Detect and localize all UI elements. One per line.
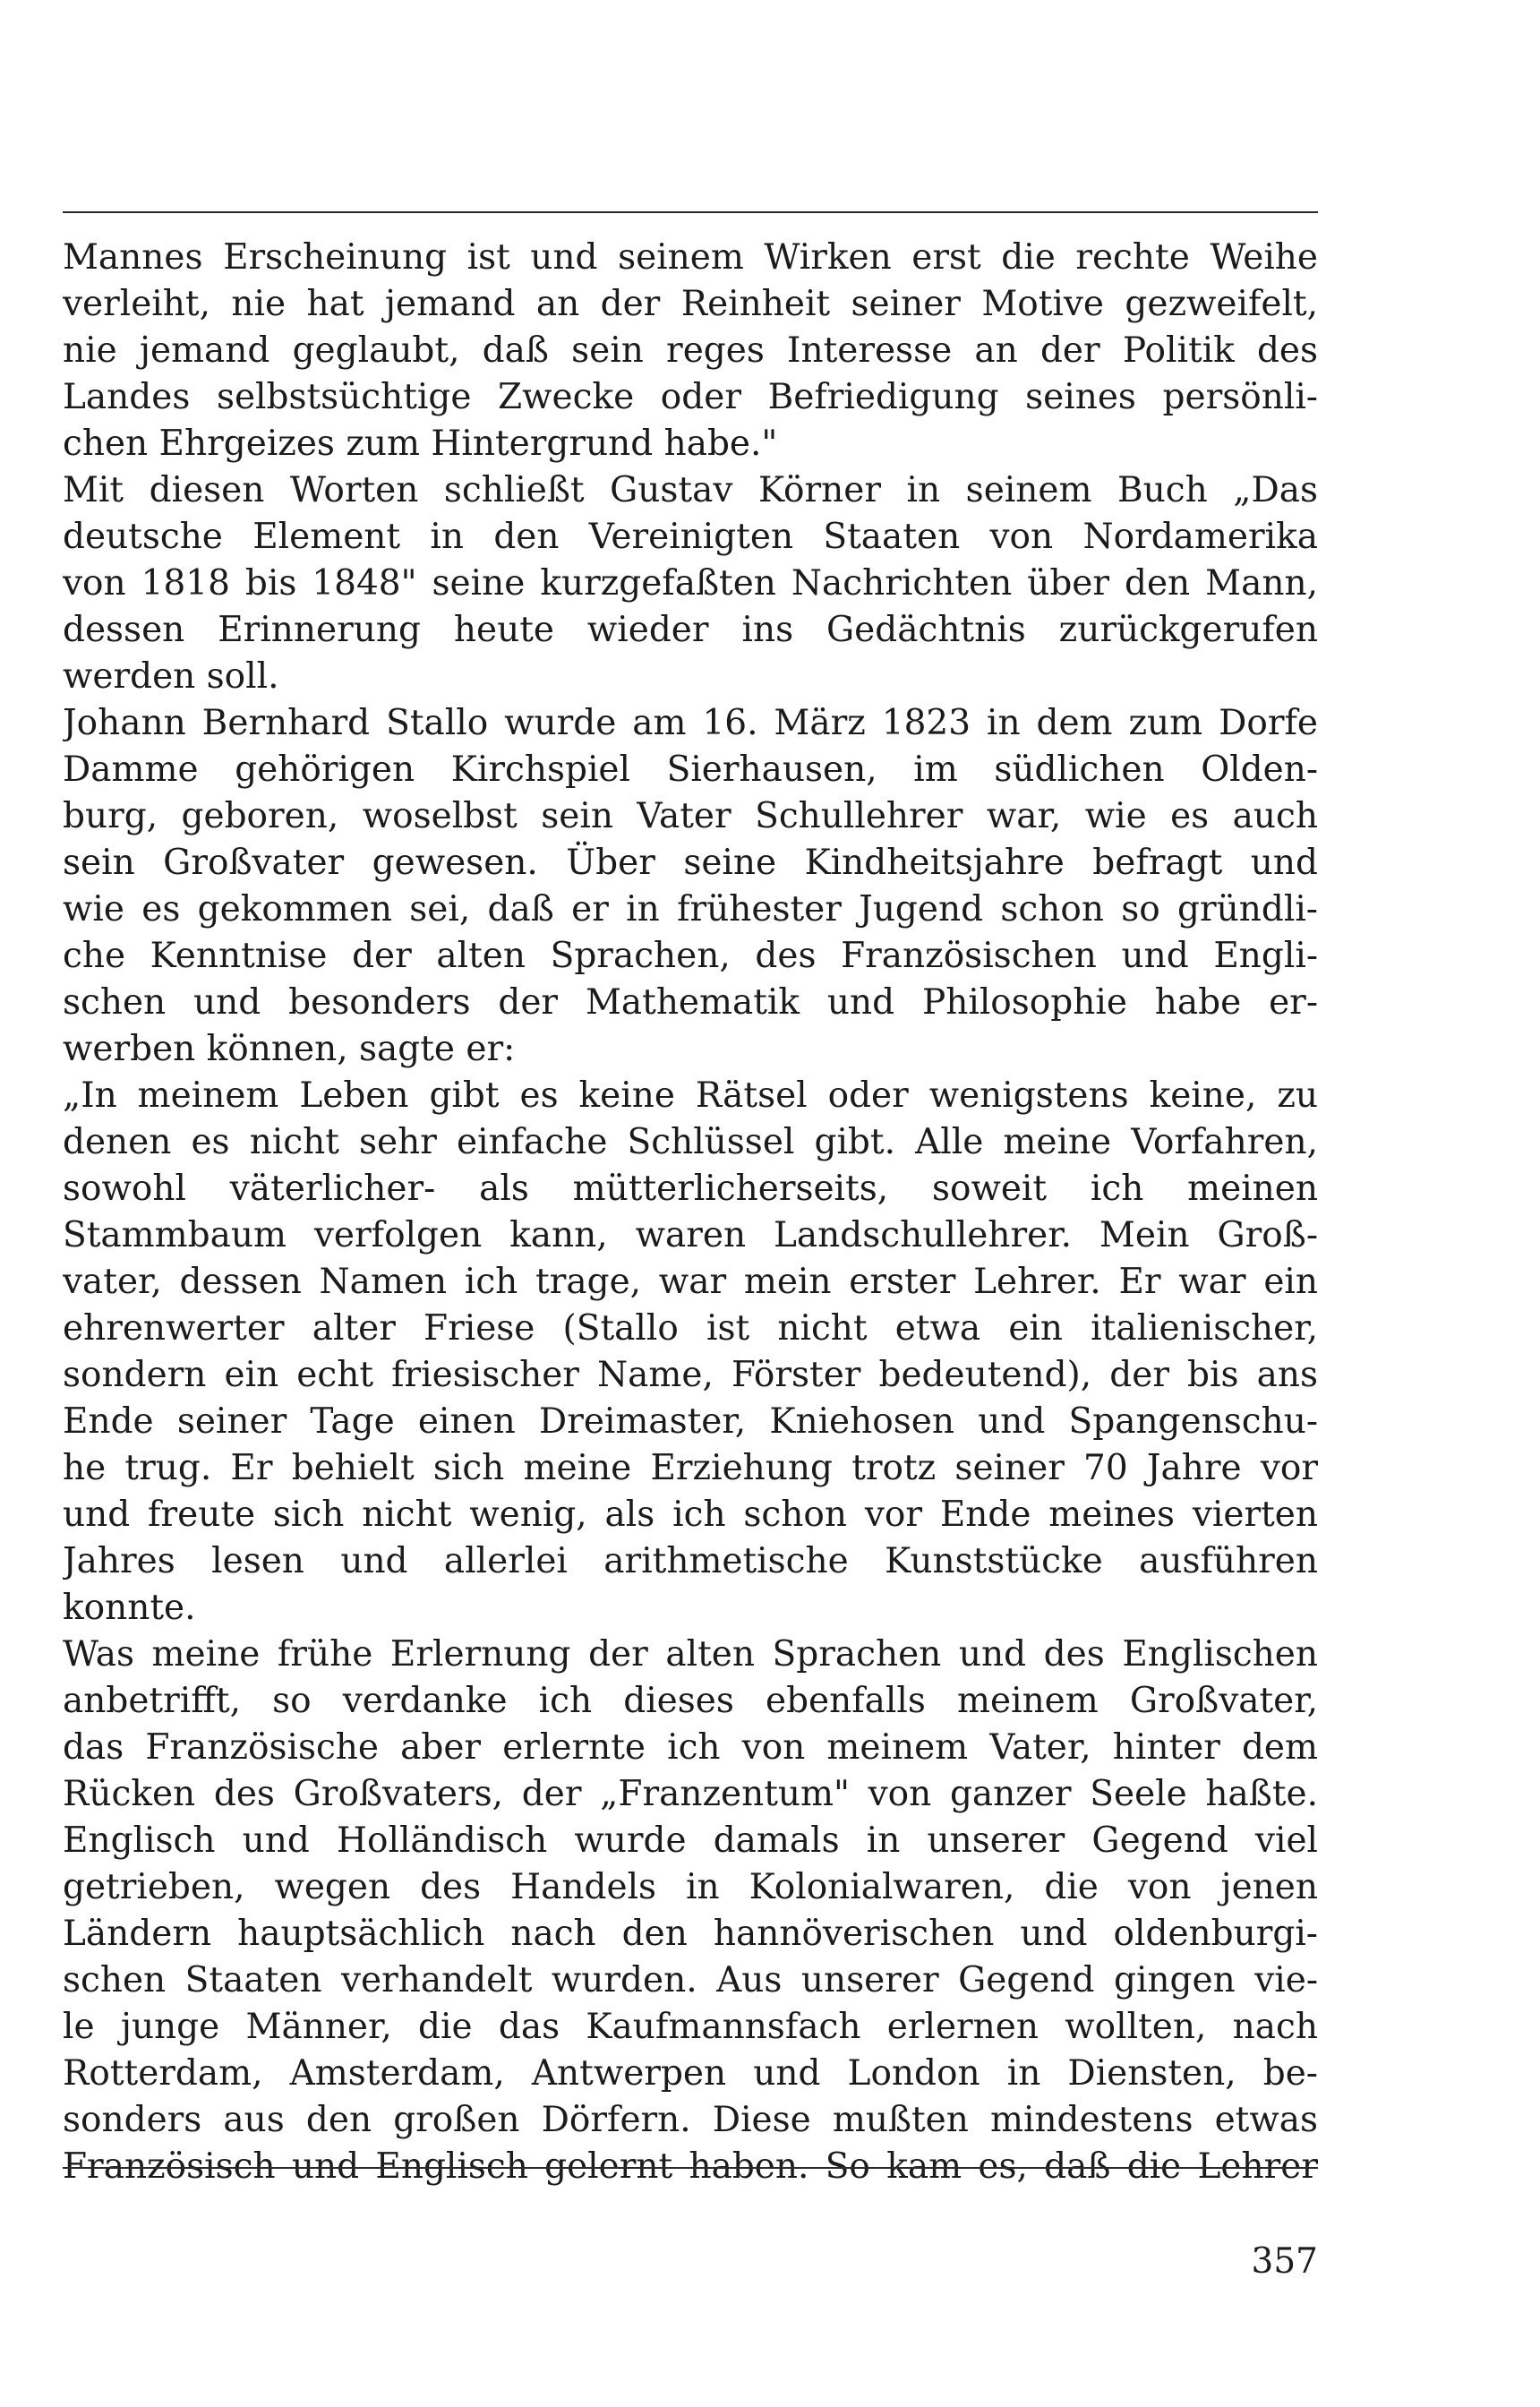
text-line: Ende seiner Tage einen Dreimaster, Kniehosen und Spangenschu- [63, 1401, 1318, 1442]
header-rule [63, 211, 1318, 213]
text-line: Stammbaum verfolgen kann, waren Landschullehrer. Mein Groß- [63, 1215, 1318, 1255]
text-line: Johann Bernhard Stallo wurde am 16. März 1823 in dem zum Dorfe [63, 703, 1318, 743]
text-line: sondern ein echt friesischer Name, Förster bedeutend), der bis ans [63, 1355, 1318, 1395]
body-text [63, 235, 1318, 2190]
footer-rule [63, 2167, 1318, 2169]
text-line: schen und besonders der Mathematik und Philosophie habe er- [63, 982, 1318, 1023]
text-line: deutsche Element in den Vereinigten Staaten von Nordamerika [63, 517, 1318, 557]
text-line: chen Ehrgeizes zum Hintergrund habe." [63, 424, 778, 464]
text-line: Mit diesen Worten schließt Gustav Körner in seinem Buch „Das [63, 470, 1318, 510]
page-number: 357 [1251, 2241, 1318, 2282]
text-line: denen es nicht sehr einfache Schlüssel gibt. Alle meine Vorfahren, [63, 1122, 1318, 1162]
text-line: le junge Männer, die das Kaufmannsfach erlernen wollten, nach [63, 2007, 1318, 2047]
text-line: sein Großvater gewesen. Über seine Kindheitsjahre befragt und [63, 843, 1318, 883]
text-line: vater, dessen Namen ich trage, war mein erster Lehrer. Er war ein [63, 1262, 1318, 1302]
text-line: und freute sich nicht wenig, als ich schon vor Ende meines vierten [63, 1495, 1318, 1535]
text-line: wie es gekommen sei, daß er in frühester Jugend schon so gründli- [63, 889, 1318, 929]
text-line: werden soll. [63, 656, 279, 697]
text-line: Was meine frühe Erlernung der alten Sprachen und des Englischen [63, 1634, 1318, 1675]
text-line: Englisch und Holländisch wurde damals in unserer Gegend viel [63, 1820, 1318, 1861]
text-line: Ländern hauptsächlich nach den hannöverischen und oldenburgi- [63, 1914, 1318, 1954]
text-line: ehrenwerter alter Friese (Stallo ist nicht etwa ein italienischer, [63, 1308, 1318, 1349]
text-line: konnte. [63, 1588, 196, 1628]
text-line: sonders aus den großen Dörfern. Diese mußten mindestens etwas [63, 2100, 1318, 2140]
text-line: verleiht, nie hat jemand an der Reinheit seiner Motive gezweifelt, [63, 284, 1318, 324]
text-line: sowohl väterlicher- als mütterlicherseits, soweit ich meinen [63, 1169, 1318, 1209]
text-line: getrieben, wegen des Handels in Kolonialwaren, die von jenen [63, 1867, 1318, 1907]
text-line: Rücken des Großvaters, der „Franzentum" von ganzer Seele haßte. [63, 1774, 1318, 1814]
text-line: Französisch und Englisch gelernt haben. So kam es, daß die Lehrer [63, 2146, 1318, 2187]
text-line: werben können, sagte er: [63, 1029, 516, 1069]
text-line: che Kenntnise der alten Sprachen, des Französischen und Engli- [63, 936, 1318, 976]
text-line: das Französische aber erlernte ich von meinem Vater, hinter dem [63, 1727, 1318, 1768]
text-line: anbetrifft, so verdanke ich dieses ebenfalls meinem Großvater, [63, 1681, 1318, 1721]
text-line: von 1818 bis 1848" seine kurzgefaßten Nachrichten über den Mann, [63, 563, 1318, 604]
text-line: burg, geboren, woselbst sein Vater Schullehrer war, wie es auch [63, 796, 1318, 836]
text-line: Mannes Erscheinung ist und seinem Wirken erst die rechte Weihe [63, 237, 1318, 278]
text-line: Rotterdam, Amsterdam, Antwerpen und London in Diensten, be- [63, 2053, 1318, 2094]
text-line: dessen Erinnerung heute wieder ins Gedächtnis zurückgerufen [63, 610, 1318, 650]
text-line: he trug. Er behielt sich meine Erziehung trotz seiner 70 Jahre vor [63, 1448, 1318, 1488]
text-line: Landes selbstsüchtige Zwecke oder Befriedigung seines persönli- [63, 377, 1318, 417]
text-line: Damme gehörigen Kirchspiel Sierhausen, im südlichen Olden- [63, 750, 1318, 790]
text-line: Jahres lesen und allerlei arithmetische Kunststücke ausführen [63, 1541, 1318, 1581]
text-line: „In meinem Leben gibt es keine Rätsel oder wenigstens keine, zu [63, 1075, 1318, 1116]
text-line: schen Staaten verhandelt wurden. Aus unserer Gegend gingen vie- [63, 1960, 1318, 2000]
text-line: nie jemand geglaubt, daß sein reges Interesse an der Politik des [63, 330, 1318, 371]
